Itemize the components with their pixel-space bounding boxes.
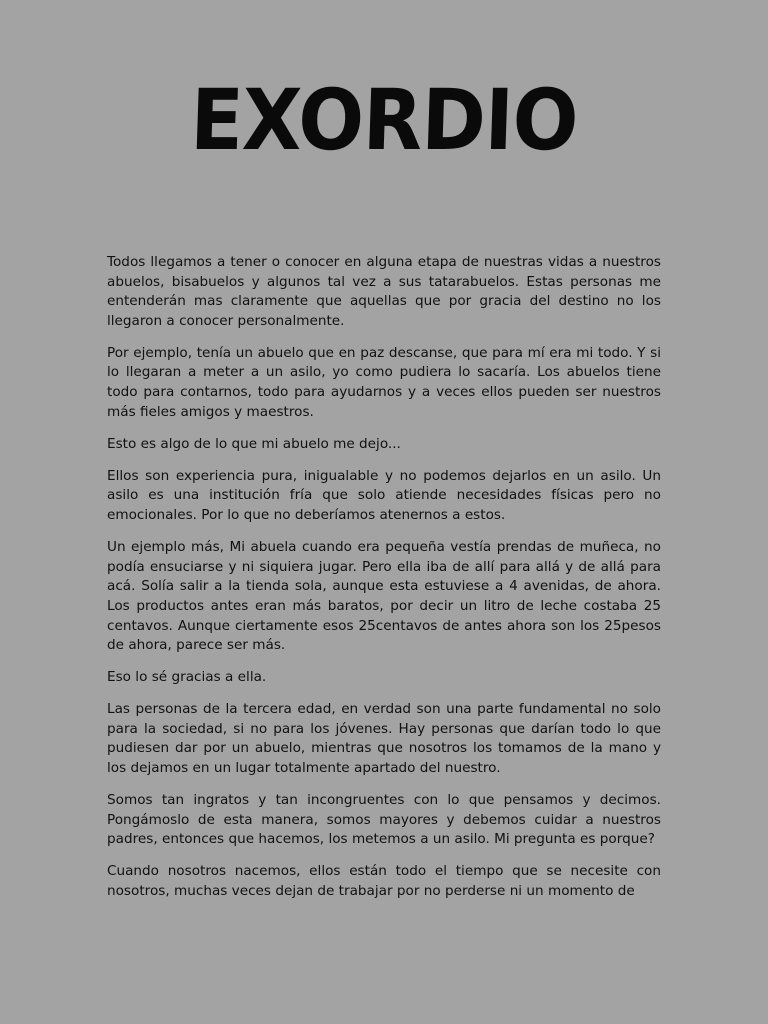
paragraph: Esto es algo de lo que mi abuelo me dejo... — [107, 435, 401, 452]
paragraph: Por ejemplo, tenía un abuelo que en paz descanse, que para mí era mi todo. Y si lo llegaran a meter a un asilo, yo como pudiera lo sacaría. Los abuelos tiene todo para contarnos, todo para ayudarnos y a veces ellos pueden ser nuestros más fieles amigos y maestros. — [107, 344, 661, 420]
paragraph: Ellos son experiencia pura, inigualable y no podemos dejarlos en un asilo. Un asilo es una institución fría que solo atiende necesidades físicas pero no emocionales. Por lo que no deberíamos atenernos a estos. — [107, 467, 661, 524]
paragraph: Un ejemplo más, Mi abuela cuando era pequeña vestía prendas de muñeca, no podía ensuciarse y ni siquiera jugar. Pero ella iba de allí para allá y de allá para acá. Solía salir a la tienda sola, aunque esta estuviese a 4 avenidas, de ahora. Los productos antes eran más baratos, por decir un litro de leche costaba 25 centavos. Aunque ciertamente esos 25centavos de antes ahora son los 25pesos de ahora, parece ser más. — [107, 539, 661, 654]
paragraph: Todos llegamos a tener o conocer en alguna etapa de nuestras vidas a nuestros abuelos, bisabuelos y algunos tal vez a sus tatarabuelos. Estas personas me entenderán mas claramente que aquellas que por gracia del destino no los llegaron a conocer personalmente. — [107, 254, 661, 329]
paragraph: Somos tan ingratos y tan incongruentes con lo que pensamos y decimos. Pongámoslo de esta manera, somos mayores y debemos cuidar a nuestros padres, entonces que hacemos, los metemos a un asilo. Mi pregunta es porque? — [107, 792, 661, 848]
document-body — [107, 253, 661, 914]
page-title: EXORDIO — [188, 71, 580, 169]
paragraph: Eso lo sé gracias a ella. — [107, 669, 267, 686]
paragraph: Cuando nosotros nacemos, ellos están todo el tiempo que se necesite con nosotros, muchas veces dejan de trabajar por no perderse ni un momento de — [107, 863, 661, 900]
paragraph: Las personas de la tercera edad, en verdad son una parte fundamental no solo para la sociedad, si no para los jóvenes. Hay personas que darían todo lo que pudiesen dar por un abuelo, mientras que nosotros los tomamos de la mano y los dejamos en un lugar totalmente apartado del nuestro. — [107, 701, 661, 777]
